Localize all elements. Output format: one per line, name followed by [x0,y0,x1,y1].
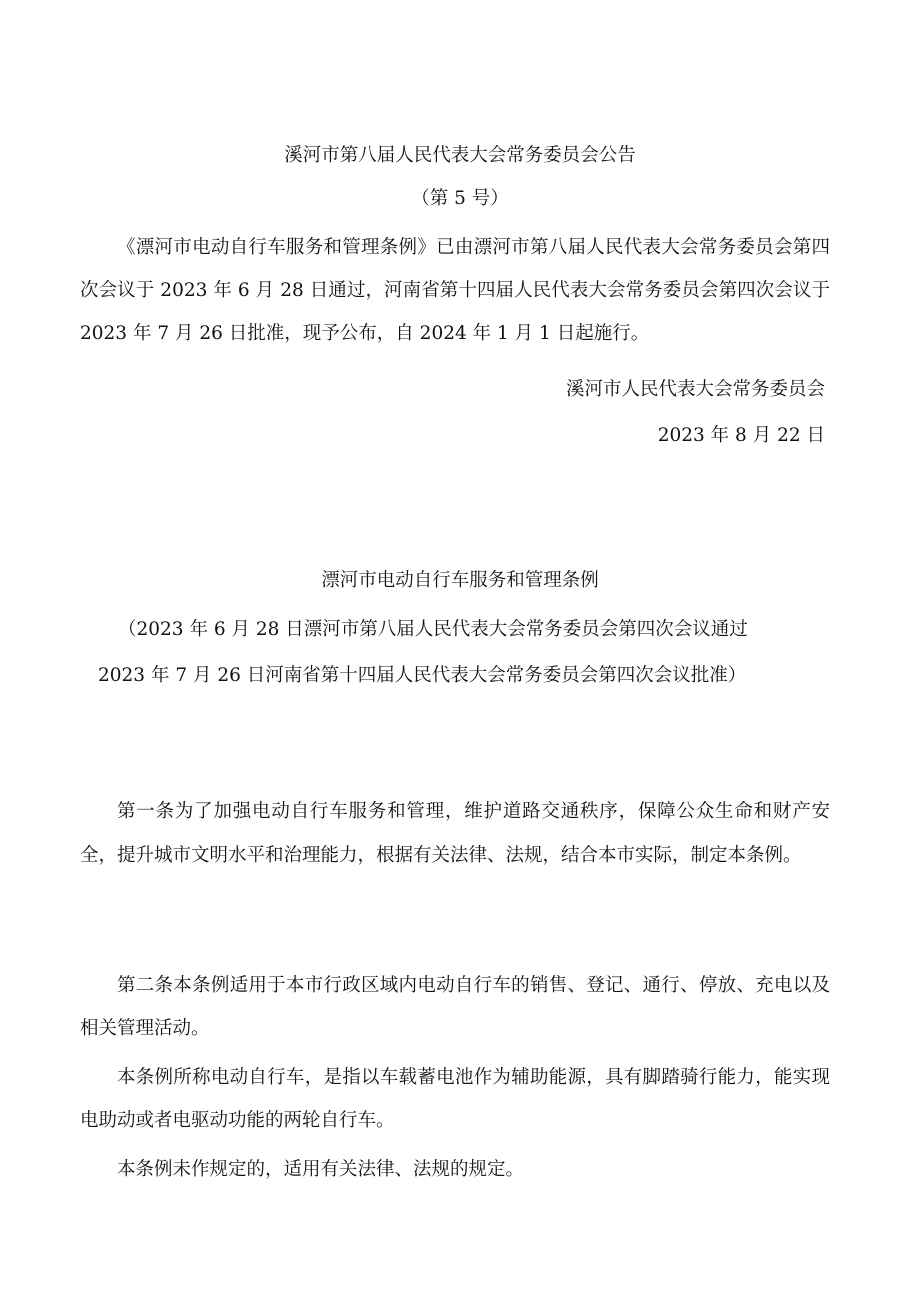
article-2 [80,964,830,1050]
regulation-subtitle-line1: （2023 年 6 月 28 日漂河市第八届人民代表大会常务委员会第四次会议通过 [118,619,748,640]
article-2-definition-text: 本条例所称电动自行车，是指以车载蓄电池作为辅助能源，具有脚踏骑行能力，能实现电助动或者电驱动功能的两轮自行车。 [80,1067,830,1131]
notice-body-text: 《漂河市电动自行车服务和管理条例》已由漂河市第八届人民代表大会常务委员会第四次会议于 2023 年 6 月 28 日通过，河南省第十四届人民代表大会常务委员会第四次会议于 2023 年 7 月 26 日批准，现予公布，自 2024 年 1 月 1 日起施行。 [80,237,830,344]
article-2-applicability-text: 本条例未作规定的，适用有关法律、法规的规定。 [117,1159,525,1180]
article-2-text: 第二条本条例适用于本市行政区域内电动自行车的销售、登记、通行、停放、充电以及相关管理活动。 [80,975,830,1039]
notice-number: （第 5 号） [411,188,509,209]
notice-title: 溪河市第八届人民代表大会常务委员会公告 [284,145,636,166]
regulation-subtitle-line2: 2023 年 7 月 26 日河南省第十四届人民代表大会常务委员会第四次会议批准） [98,665,747,686]
article-2-applicability [80,1148,830,1191]
notice-body [80,226,830,355]
article-1 [80,790,830,878]
article-2-definition [80,1056,830,1142]
article-1-text: 第一条为了加强电动自行车服务和管理，维护道路交通秩序，保障公众生命和财产安全，提升城市文明水平和治理能力，根据有关法律、法规，结合本市实际，制定本条例。 [80,801,830,866]
notice-date: 2023 年 8 月 22 日 [657,425,825,446]
regulation-title: 漂河市电动自行车服务和管理条例 [321,570,599,591]
notice-signature: 溪河市人民代表大会常务委员会 [565,379,825,400]
